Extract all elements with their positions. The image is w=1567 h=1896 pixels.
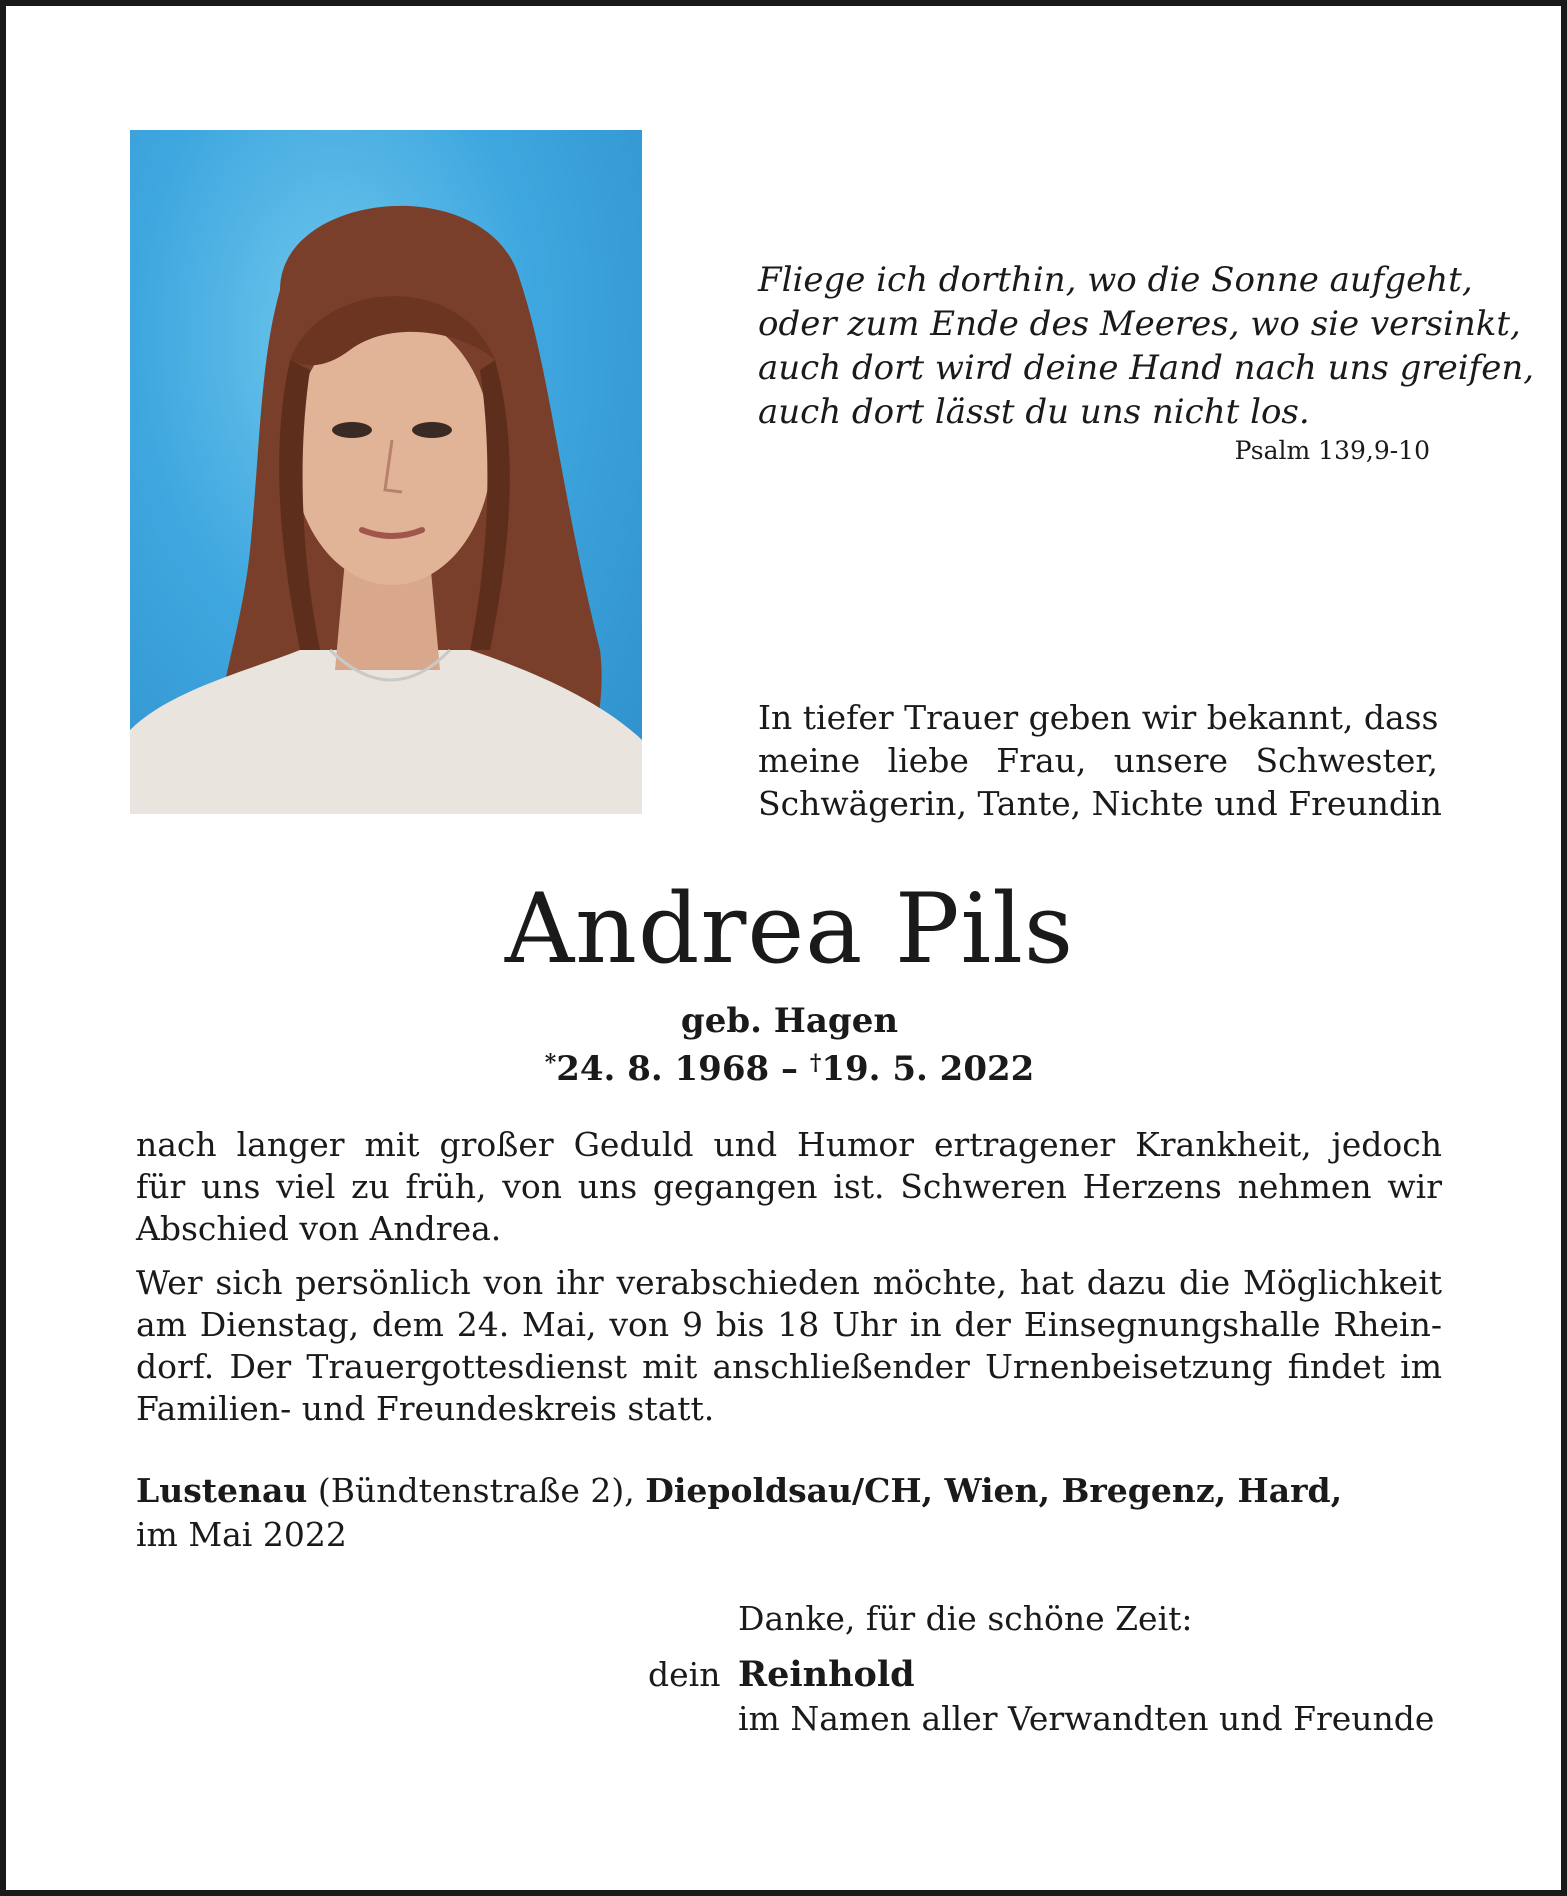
quote-line: Fliege ich dorthin, wo die Sonne aufgeht, [758,260,1473,300]
psalm-quote [758,258,1535,434]
death-date: 19. 5. 2022 [821,1049,1035,1089]
birth-date: 24. 8. 1968 [556,1049,770,1089]
portrait-photo [130,130,642,814]
notice-date: im Mai 2022 [136,1515,347,1554]
paragraph-line: Familien- und Freundeskreis statt. [136,1389,715,1428]
announcement-paragraph [136,1124,1442,1250]
deceased-name: Andrea Pils [504,873,1075,985]
thanks-line: Danke, für die schöne Zeit: [738,1599,1193,1638]
intro-line: In tiefer Trauer geben wir bekannt, dass [758,698,1439,737]
quote-line: auch dort lässt du uns nicht los. [758,392,1310,432]
intro-text [758,696,1442,825]
date-separator: – [769,1049,810,1089]
intro-line: Schwägerin, Tante, Nichte und Freundin [758,784,1442,823]
life-dates [6,1042,1567,1090]
paragraph-line: nach langer mit großer Geduld und Humor ertragener Krankheit, jedoch [136,1125,1442,1164]
intro-line: meine liebe Frau, unsere Schwester, [758,741,1438,780]
death-symbol: † [809,1050,822,1076]
paragraph-line: Abschied von Andrea. [136,1209,502,1248]
places-line [136,1470,1442,1512]
signature-note: im Namen aller Verwandten und Freunde [738,1699,1435,1738]
places-other: Diepoldsau/CH, Wien, Bregenz, Hard, [645,1471,1343,1510]
birth-symbol: * [544,1050,557,1076]
farewell-paragraph [136,1262,1442,1430]
quote-line: oder zum Ende des Meeres, wo sie versinkt, [758,304,1521,344]
quote-source: Psalm 139,9-10 [1234,436,1430,465]
place-address: (Bündtenstraße 2), [307,1471,646,1510]
place-primary: Lustenau [136,1471,308,1510]
paragraph-line: Wer sich persönlich von ihr verabschieden möchte, hat dazu die Möglichkeit [136,1263,1442,1302]
signature-prefix: dein [648,1655,721,1694]
paragraph-line: am Dienstag, dem 24. Mai, von 9 bis 18 Uhr in der Einsegnungshalle Rhein- [136,1305,1442,1344]
birth-name: geb. Hagen [680,1001,899,1041]
paragraph-line: dorf. Der Trauergottesdienst mit anschließender Urnenbeisetzung findet im [136,1347,1442,1386]
portrait-illustration [130,130,642,814]
quote-line: auch dort wird deine Hand nach uns greifen, [758,348,1535,388]
paragraph-line: für uns viel zu früh, von uns gegangen ist. Schweren Herzens nehmen wir [136,1167,1442,1206]
signer-name: Reinhold [738,1654,915,1695]
